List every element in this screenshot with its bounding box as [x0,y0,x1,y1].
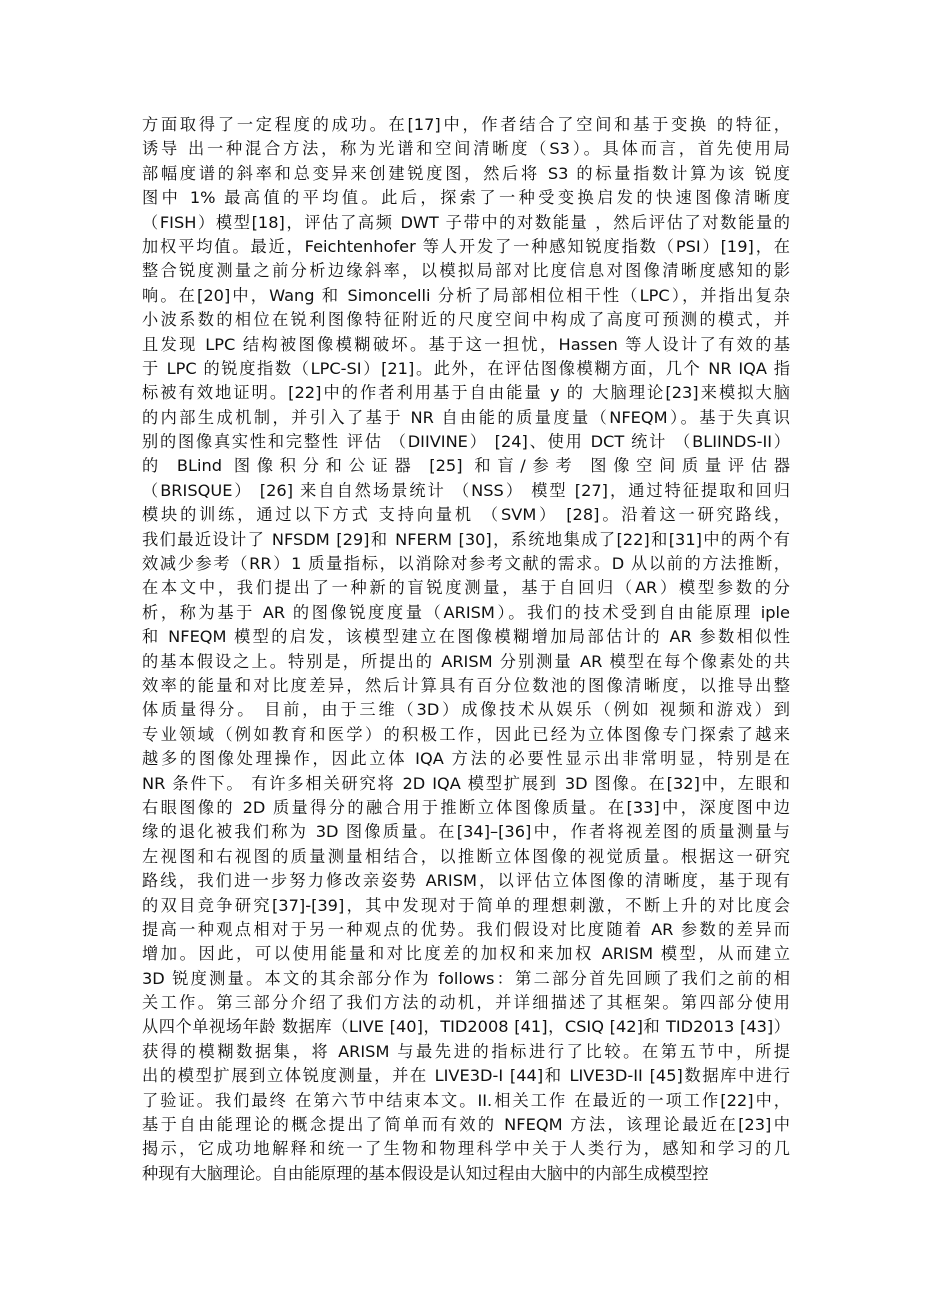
text-line: 加权平均值。最近，Feichtenhofer 等人开发了一种感知锐度指数（PSI）[19]，在 [142,236,790,256]
text-line: 获得的模糊数据集，将 ARISM 与最先进的指标进行了比较。在第五节中，所提 [142,1041,790,1061]
text-line: NR 条件下。 有许多相关研究将 2D IQA 模型扩展到 3D 图像。在[32]中，左眼和 [142,773,790,793]
text-line: 出的模型扩展到立体锐度测量，并在 LIVE3D-I [44]和 LIVE3D-II [45]数据库中进行 [142,1066,790,1086]
text-line: 在本文中，我们提出了一种新的盲锐度测量，基于自回归（AR）模型参数的分 [142,578,790,598]
text-line: 方面取得了一定程度的成功。在[17]中，作者结合了空间和基于变换 的特征， [142,115,790,134]
text-line: 响。在[20]中，Wang 和 Simoncelli 分析了局部相位相干性（LPC），并指出复杂 [142,285,790,305]
text-line: 从四个单视场年龄 数据库（LIVE [40]，TID2008 [41]，CSIQ [42]和 TID2013 [43]） [142,1017,790,1037]
text-line: 左视图和右视图的质量测量相结合，以推断立体图像的视觉质量。根据这一研究 [142,846,790,866]
text-line: 3D 锐度测量。本文的其余部分作为 follows：第二部分首先回顾了我们之前的相 [142,968,790,988]
text-line: 路线，我们进一步努力修改亲姿势 ARISM，以评估立体图像的清晰度，基于现有 [142,871,790,891]
text-line: 图中 1% 最高值的平均值。此后，探索了一种受变换启发的快速图像清晰度 [142,188,790,208]
text-line: 部幅度谱的斜率和总变异来创建锐度图，然后将 S3 的标量指数计算为该 锐度 [142,163,790,183]
text-line: 诱导 出一种混合方法，称为光谱和空间清晰度（S3）。具体而言，首先使用局 [142,139,790,159]
text-line: 关工作。第三部分介绍了我们方法的动机，并详细描述了其框架。第四部分使用 [142,993,790,1013]
text-line: 模块的训练，通过以下方式 支持向量机 （SVM） [28]。沿着这一研究路线， [142,505,790,525]
text-line: 提高一种观点相对于另一种观点的优势。我们假设对比度随着 AR 参数的差异而 [142,919,790,939]
text-line: 体质量得分。 目前，由于三维（3D）成像技术从娱乐（例如 视频和游戏）到 [142,700,790,720]
text-line: 的双目竞争研究[37]-[39]，其中发现对于简单的理想刺激，不断上升的对比度会 [142,895,790,915]
text-line: 的内部生成机制，并引入了基于 NR 自由能的质量度量（NFEQM）。基于失真识 [142,407,790,427]
text-line: 我们最近设计了 NFSDM [29]和 NFERM [30]，系统地集成了[22]和[31]中的两个有 [142,529,790,549]
text-line: （BRISQUE） [26] 来自自然场景统计 （NSS） 模型 [27]，通过特征提取和回归 [142,480,790,500]
text-line: 别的图像真实性和完整性 评估 （DIIVINE） [24]、使用 DCT 统计 （BLIINDS-II） [142,432,790,452]
text-line: 揭示，它成功地解释和统一了生物和物理科学中关于人类行为，感知和学习的几 [142,1139,790,1159]
body-text [142,113,790,1186]
text-line: 增加。因此，可以使用能量和对比度差的加权和来加权 ARISM 模型，从而建立 [142,944,790,964]
text-line: 右眼图像的 2D 质量得分的融合用于推断立体图像质量。在[33]中，深度图中边 [142,797,790,817]
text-line: 缘的退化被我们称为 3D 图像质量。在[34]–[36]中，作者将视差图的质量测量与 [142,822,790,842]
text-line: 和 NFEQM 模型的启发，该模型建立在图像模糊增加局部估计的 AR 参数相似性 [142,627,790,647]
text-line: 标被有效地证明。[22]中的作者利用基于自由能量 y 的 大脑理论[23]来模拟大脑 [142,383,790,403]
text-line: 于 LPC 的锐度指数（LPC-SI）[21]。此外，在评估图像模糊方面，几个 NR IQA 指 [142,358,790,378]
text-line: 效减少参考（RR）1 质量指标，以消除对参考文献的需求。D 从以前的方法推断， [142,554,790,574]
text-line: 专业领域（例如教育和医学）的积极工作，因此已经为立体图像专门探索了越来 [142,724,790,744]
text-line: 越多的图像处理操作，因此立体 IQA 方法的必要性显示出非常明显，特别是在 [142,749,790,769]
text-line: 种现有大脑理论。自由能原理的基本假设是认知过程由大脑中的内部生成模型控 [142,1163,709,1183]
text-line: 小波系数的相位在锐利图像特征附近的尺度空间中构成了高度可预测的模式，并 [142,310,790,330]
text-line: 基于自由能理论的概念提出了简单而有效的 NFEQM 方法，该理论最近在[23]中 [142,1115,790,1135]
text-line: 效率的能量和对比度差异，然后计算具有百分位数池的图像清晰度，以推导出整 [142,675,790,695]
text-line: 析，称为基于 AR 的图像锐度度量（ARISM）。我们的技术受到自由能原理 iple [142,602,790,622]
text-line: 且发现 LPC 结构被图像模糊破坏。基于这一担忧，Hassen 等人设计了有效的基 [142,334,790,354]
text-line: 的 BLind 图像积分和公证器 [25] 和盲/参考 图像空间质量评估器 [142,456,790,476]
text-line: 整合锐度测量之前分析边缘斜率，以模拟局部对比度信息对图像清晰度感知的影 [142,261,790,281]
text-line: （FISH）模型[18]，评估了高频 DWT 子带中的对数能量 ，然后评估了对数能量的 [142,212,790,232]
text-line: 了验证。我们最终 在第六节中结束本文。II.相关工作 在最近的一项工作[22]中， [142,1090,790,1110]
text-line: 的基本假设之上。特别是，所提出的 ARISM 分别测量 AR 模型在每个像素处的共 [142,651,790,671]
